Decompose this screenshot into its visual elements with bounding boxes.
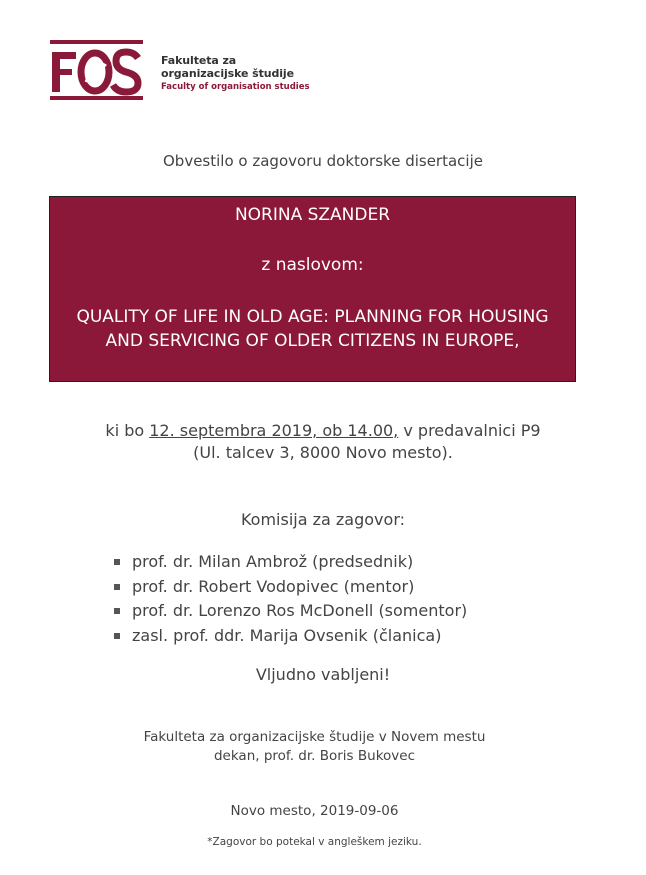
defense-details [0, 420, 646, 464]
title-banner [49, 196, 576, 382]
logo-line-2: organizacijske študije [161, 67, 294, 80]
page-heading: Obvestilo o zagovoru doktorske disertacije [163, 152, 483, 170]
faculty-name: Fakulteta za organizacijske študije v Novem mestu [143, 729, 486, 745]
fos-logo [50, 40, 310, 100]
commission-list [112, 550, 467, 648]
when-suffix: v predavalnici P9 [398, 421, 541, 440]
bullet-icon [114, 633, 120, 639]
bullet-icon [114, 608, 120, 614]
when-prefix: ki bo [105, 421, 150, 440]
logo-line-1: Fakulteta za [161, 54, 237, 67]
welcome-text: Vljudno vabljeni! [255, 665, 391, 684]
place-date: Novo mesto, 2019-09-06 [230, 803, 399, 819]
logo-text [161, 54, 310, 93]
bullet-icon [114, 559, 120, 565]
member-name: prof. dr. Lorenzo Ros McDonell (somentor) [132, 601, 468, 620]
footnote: *Zagovor bo potekal v angleškem jeziku. [207, 836, 422, 848]
list-item [112, 599, 467, 624]
dean-name: dekan, prof. dr. Boris Bukovec [213, 748, 416, 764]
dissertation-title: QUALITY OF LIFE IN OLD AGE: PLANNING FOR HOUSING AND SERVICING OF OLDER CITIZENS IN EUROPE, [76, 307, 549, 351]
member-name: prof. dr. Milan Ambrož (predsednik) [132, 552, 414, 571]
candidate-name: NORINA SZANDER [234, 205, 391, 225]
defense-datetime: 12. septembra 2019, ob 14.00, [149, 421, 399, 440]
banner-subtitle: z naslovom: [261, 255, 364, 275]
faculty-signature [0, 728, 629, 766]
fos-logo-mark [50, 40, 150, 100]
commission-title: Komisija za zagovor: [240, 510, 405, 529]
member-name: prof. dr. Robert Vodopivec (mentor) [132, 576, 415, 596]
list-item [112, 575, 467, 600]
list-item [112, 550, 467, 575]
logo-line-3: Faculty of organisation studies [161, 82, 310, 92]
member-name: zasl. prof. ddr. Marija Ovsenik (članica) [132, 625, 442, 645]
bullet-icon [114, 584, 120, 590]
defense-address: (Ul. talcev 3, 8000 Novo mesto). [193, 443, 453, 462]
list-item [112, 624, 467, 649]
